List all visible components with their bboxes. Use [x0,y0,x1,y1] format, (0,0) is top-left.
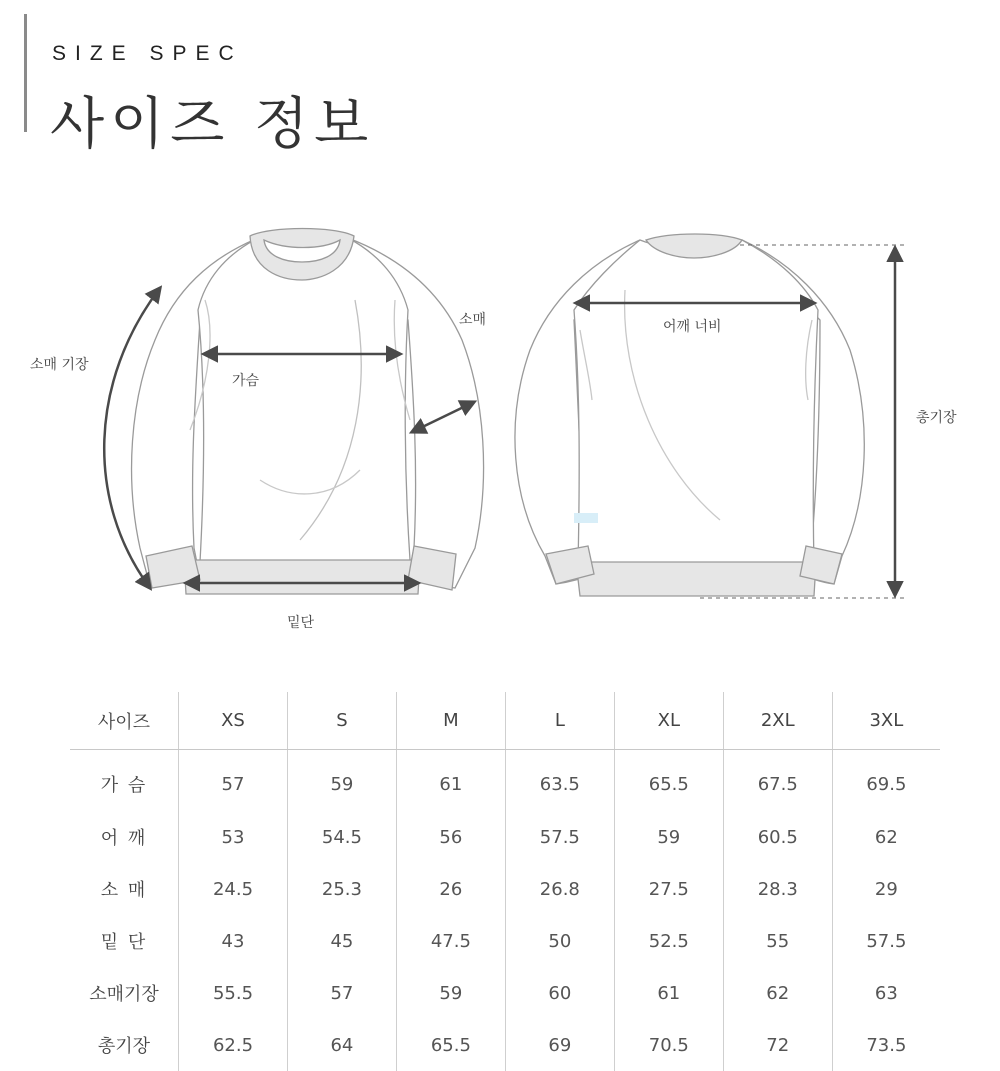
table-cell: 47.5 [396,915,505,967]
row-label: 가 슴 [100,775,148,796]
table-cell: 29 [832,863,940,915]
table-row [70,915,940,967]
table-header-row [70,692,940,750]
label-shoulder: 어깨 너비 [663,319,722,335]
table-cell: 53 [179,811,288,863]
table-cell: 57.5 [832,915,940,967]
table-row [70,811,940,863]
column-header: M [396,692,505,750]
back-sweatshirt [515,234,864,596]
size-spec-table [70,692,940,1071]
table-cell: 59 [287,750,396,812]
column-header: 사이즈 [70,692,179,750]
table-cell: 60 [505,967,614,1019]
table-cell: 54.5 [287,811,396,863]
table-cell: 62.5 [179,1019,288,1071]
table-cell: 56 [396,811,505,863]
page-title: 사이즈 정보 [50,92,375,157]
label-total-length: 총기장 [916,410,957,426]
table-cell: 59 [614,811,723,863]
front-sweatshirt [132,229,487,595]
table-row [70,967,940,1019]
row-label: 어 깨 [100,828,148,849]
row-label: 소 매 [100,880,148,901]
table-cell: 65.5 [614,750,723,812]
column-header: XL [614,692,723,750]
label-chest: 가슴 [232,373,260,389]
column-header: XS [179,692,288,750]
table-cell: 70.5 [614,1019,723,1071]
table-cell: 27.5 [614,863,723,915]
table-cell: 69 [505,1019,614,1071]
table-cell: 64 [287,1019,396,1071]
table-cell: 60.5 [723,811,832,863]
column-header: L [505,692,614,750]
table-cell: 52.5 [614,915,723,967]
table-cell: 59 [396,967,505,1019]
table-cell: 67.5 [723,750,832,812]
table-cell: 61 [614,967,723,1019]
table-cell: 57 [179,750,288,812]
label-sleeve-length: 소매 기장 [30,357,89,373]
table-cell: 55 [723,915,832,967]
table-cell: 50 [505,915,614,967]
table-row [70,1019,940,1071]
column-header: 3XL [832,692,940,750]
table-cell: 28.3 [723,863,832,915]
table-cell: 65.5 [396,1019,505,1071]
column-header: S [287,692,396,750]
page-subtitle: SIZE SPEC [52,42,243,65]
table-cell: 62 [832,811,940,863]
row-label: 소매기장 [89,984,159,1005]
label-hem: 밑단 [287,615,315,631]
table-cell: 25.3 [287,863,396,915]
row-label: 밑 단 [100,932,148,953]
table-cell: 57 [287,967,396,1019]
table-cell: 24.5 [179,863,288,915]
label-sleeve: 소매 [459,312,487,328]
table-row [70,863,940,915]
table-cell: 57.5 [505,811,614,863]
row-label: 총기장 [97,1036,151,1057]
table-cell: 62 [723,967,832,1019]
table-cell: 26 [396,863,505,915]
table-cell: 45 [287,915,396,967]
column-header: 2XL [723,692,832,750]
table-cell: 69.5 [832,750,940,812]
table-cell: 63 [832,967,940,1019]
table-cell: 55.5 [179,967,288,1019]
table-cell: 73.5 [832,1019,940,1071]
table-cell: 26.8 [505,863,614,915]
table-cell: 61 [396,750,505,812]
table-cell: 63.5 [505,750,614,812]
table-row [70,750,940,812]
table-cell: 43 [179,915,288,967]
table-cell: 72 [723,1019,832,1071]
